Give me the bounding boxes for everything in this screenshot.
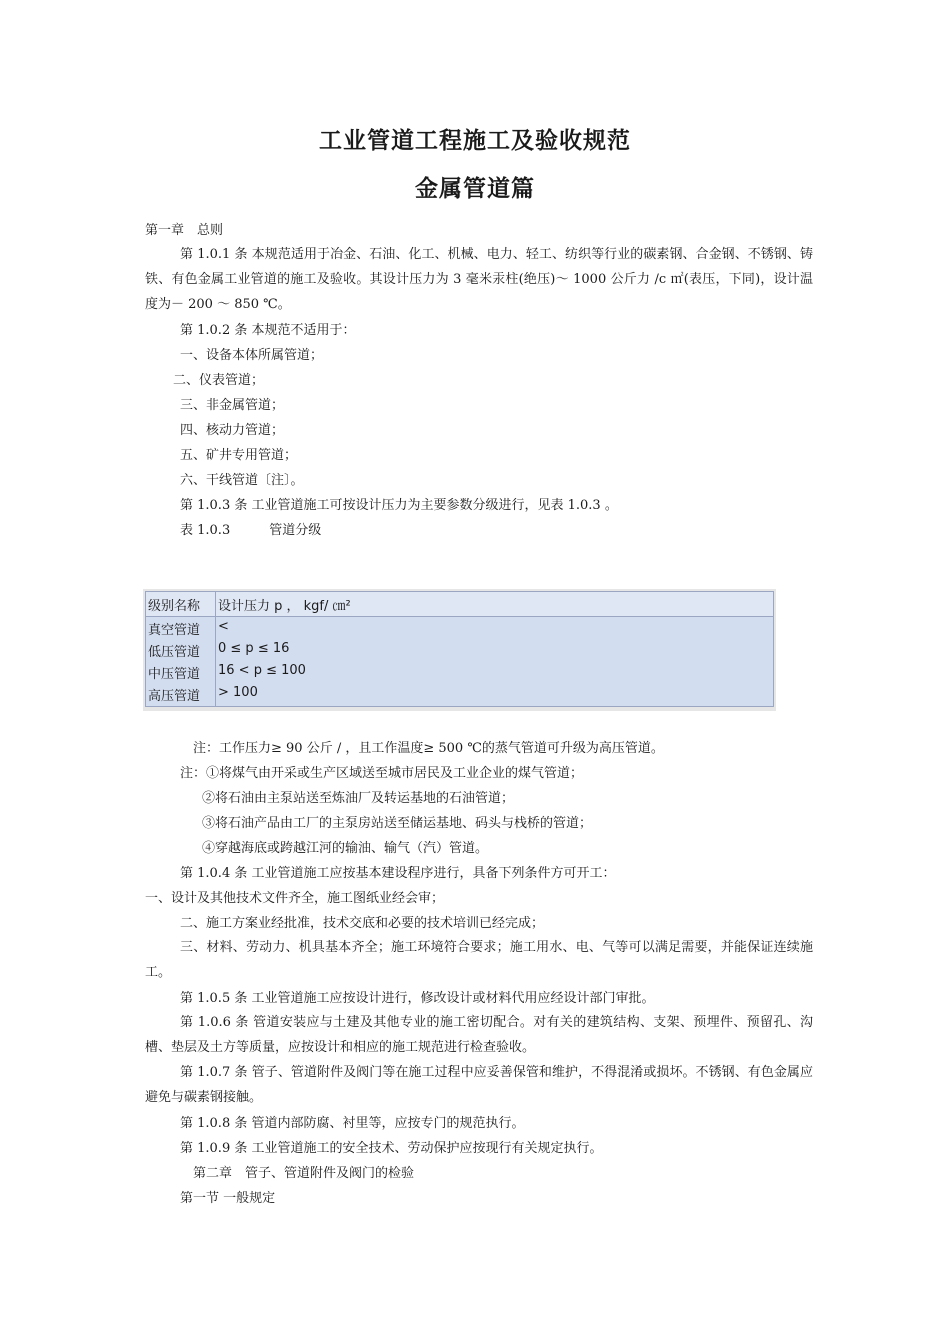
document-subtitle: 金属管道篇 (415, 176, 535, 202)
footnote: ②将石油由主泵站送至炼油厂及转运基地的石油管道； (202, 791, 515, 806)
table-header-cell: 级别名称 (148, 599, 201, 614)
list-item: 六、干线管道〔注〕。 (180, 473, 304, 488)
table-body (145, 591, 774, 707)
pipe-classification-table (143, 589, 776, 711)
list-item: 一、设备本体所属管道； (180, 348, 324, 363)
table-caption: 表 1.0.3 管道分级 (180, 523, 322, 538)
header-divider (146, 616, 773, 617)
table-header-cell: 设计压力 p ， kgf/ ㎝² (218, 599, 351, 614)
list-item: 四、核动力管道； (180, 423, 285, 438)
article-1-0-9: 第 1.0.9 条 工业管道施工的安全技术、劳动保护应按现行有关规定执行。 (180, 1141, 603, 1156)
table-note: 注：工作压力≥ 90 公斤 / ，且工作温度≥ 500 ℃的蒸气管道可升级为高压管道。 (193, 741, 664, 756)
table-cell: < (218, 619, 229, 634)
footnote: 注：①将煤气由开采或生产区域送至城市居民及工业企业的煤气管道； (180, 766, 584, 781)
table-cell: 16 < p ≤ 100 (218, 663, 306, 678)
column-divider (215, 592, 216, 706)
table-cell: 0 ≤ p ≤ 16 (218, 641, 290, 656)
article-1-0-8: 第 1.0.8 条 管道内部防腐、衬里等，应按专门的规范执行。 (180, 1116, 525, 1131)
article-1-0-6: 第 1.0.6 条 管道安装应与土建及其他专业的施工密切配合。对有关的建筑结构、支架、预埋件、预留孔、沟槽、垫层及土方等质量，应按设计和相应的施工规范进行检查验收。 (145, 1015, 813, 1055)
list-item: 三、非金属管道； (180, 398, 285, 413)
table-cell: 低压管道 (148, 645, 201, 660)
table-cell: 高压管道 (148, 689, 201, 704)
list-item: 二、施工方案业经批准，技术交底和必要的技术培训已经完成； (180, 916, 545, 931)
section-heading: 第一节 一般规定 (180, 1191, 276, 1206)
article-1-0-1: 第 1.0.1 条 本规范适用于冶金、石油、化工、机械、电力、轻工、纺织等行业的碳素钢、合金钢、不锈钢、铸铁、有色金属工业管道的施工及验收。其设计压力为 3 毫米汞柱(绝压)～ 1000 公斤力 /c ㎡(表压，下同)，设计温度为－ 200 ～ 850 ℃。 (145, 247, 813, 312)
document-title: 工业管道工程施工及验收规范 (319, 128, 631, 154)
list-item: 二、仪表管道； (173, 373, 265, 388)
table-cell: 中压管道 (148, 667, 201, 682)
article-1-0-4: 第 1.0.4 条 工业管道施工应按基本建设程序进行，具备下列条件方可开工： (180, 866, 616, 881)
article-1-0-5: 第 1.0.5 条 工业管道施工应按设计进行，修改设计或材料代用应经设计部门审批。 (180, 991, 655, 1006)
chapter-heading: 第二章 管子、管道附件及阀门的检验 (193, 1166, 415, 1181)
list-item: 一、设计及其他技术文件齐全，施工图纸业经会审； (145, 891, 445, 906)
list-item: 三、材料、劳动力、机具基本齐全；施工环境符合要求；施工用水、电、气等可以满足需要，并能保证连续施工。 (145, 940, 813, 980)
list-item: 五、矿井专用管道； (180, 448, 298, 463)
footnote: ④穿越海底或跨越江河的输油、输气（汽）管道。 (202, 841, 489, 856)
article-1-0-7: 第 1.0.7 条 管子、管道附件及阀门等在施工过程中应妥善保管和维护，不得混淆或损坏。不锈钢、有色金属应避免与碳素钢接触。 (145, 1065, 813, 1105)
chapter-heading: 第一章 总则 (145, 223, 224, 238)
footnote: ③将石油产品由工厂的主泵房站送至储运基地、码头与栈桥的管道； (202, 816, 593, 831)
table-cell: 真空管道 (148, 623, 201, 638)
article-1-0-2: 第 1.0.2 条 本规范不适用于： (180, 323, 356, 338)
table-cell: > 100 (218, 685, 258, 700)
article-1-0-3: 第 1.0.3 条 工业管道施工可按设计压力为主要参数分级进行，见表 1.0.3 。 (180, 498, 618, 513)
